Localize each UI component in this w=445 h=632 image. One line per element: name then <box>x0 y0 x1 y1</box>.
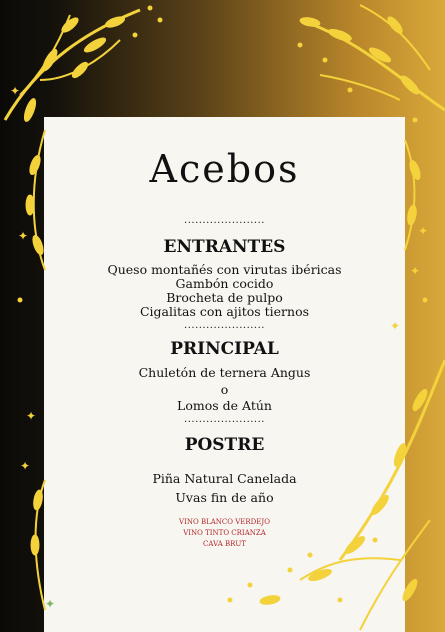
separator: ...................... <box>184 215 265 226</box>
menu-card <box>44 117 405 632</box>
menu-item: Uvas fin de año <box>175 490 274 505</box>
menu-item: Chuletón de ternera Angus <box>138 365 311 380</box>
menu-item: Cigalitas con ajitos tiernos <box>139 304 310 319</box>
section-heading-postre: POSTRE <box>184 435 265 455</box>
separator: ...................... <box>184 320 265 331</box>
menu-item: o <box>220 382 229 397</box>
wine-item: VINO BLANCO VERDEJO <box>179 518 270 526</box>
menu-item: Queso montañés con virutas ibéricas <box>107 262 342 277</box>
section-heading-principal: PRINCIPAL <box>170 339 279 359</box>
svg-text:✦: ✦ <box>20 459 31 473</box>
wine-item: CAVA BRUT <box>203 540 246 548</box>
svg-text:✦: ✦ <box>418 224 429 238</box>
svg-text:✦: ✦ <box>410 264 421 278</box>
svg-text:✦: ✦ <box>26 409 37 423</box>
section-heading-entrantes: ENTRANTES <box>163 237 286 257</box>
menu-item: Gambón cocido <box>175 276 274 291</box>
menu-item: Brocheta de pulpo <box>166 290 283 305</box>
wine-item: VINO TINTO CRIANZA <box>183 529 266 537</box>
svg-text:✦: ✦ <box>390 319 401 333</box>
svg-text:✦: ✦ <box>18 229 29 243</box>
menu-title: Acebos <box>149 147 300 191</box>
svg-text:✦: ✦ <box>10 84 21 98</box>
menu-item: Piña Natural Canelada <box>152 471 297 486</box>
menu-item: Lomos de Atún <box>177 398 272 413</box>
separator: ...................... <box>184 414 265 425</box>
svg-text:✦: ✦ <box>45 597 56 611</box>
